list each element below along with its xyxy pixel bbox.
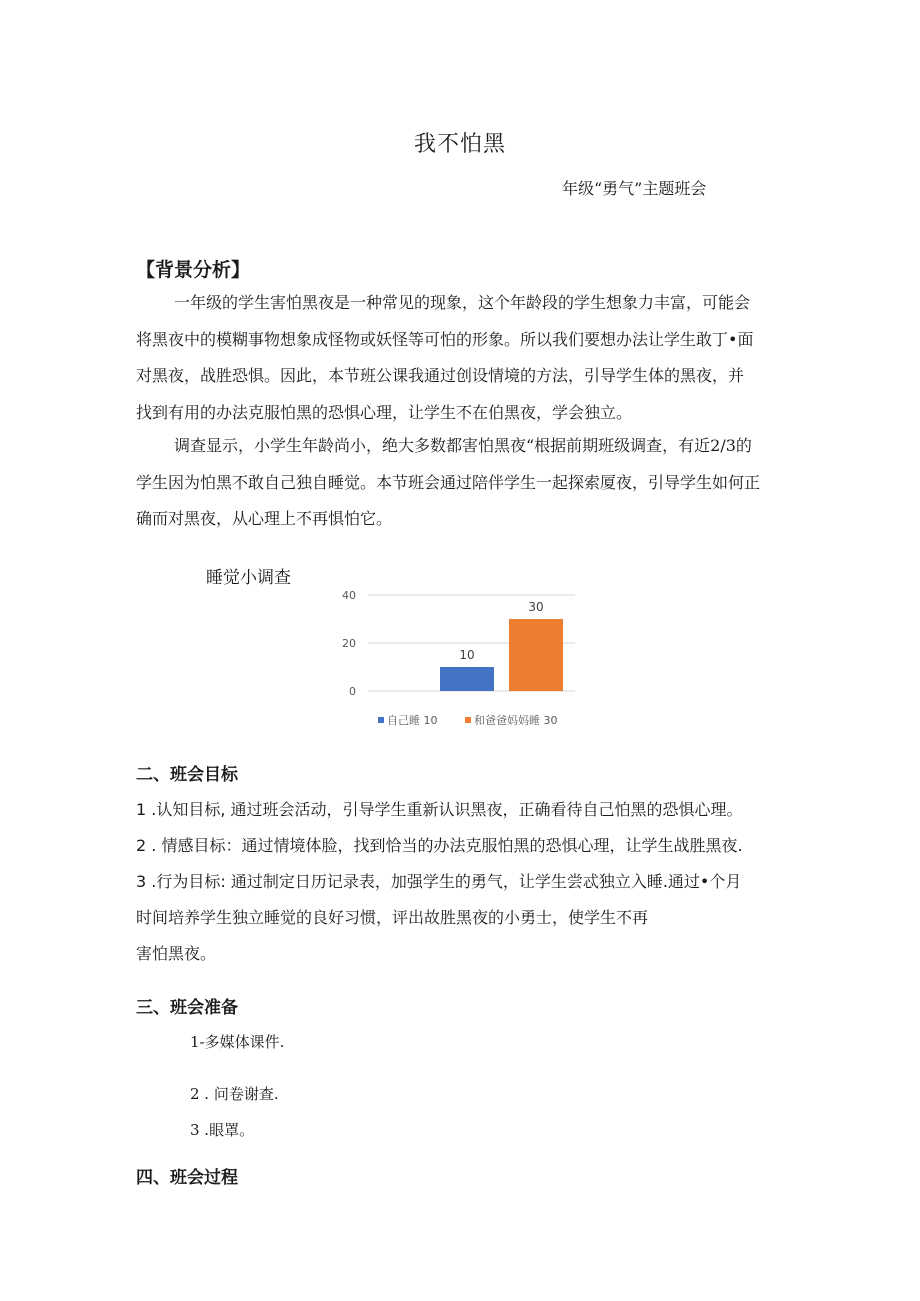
goal-text: 通过制定日历记录表，加强学生的勇气，让学生尝忒独立入睡.通过•个月 (230, 872, 742, 891)
prep-item: 1-多媒体课件. (190, 1033, 285, 1051)
bar-1 (440, 667, 494, 691)
data-label: 30 (528, 600, 544, 614)
background-paragraph-2 (136, 428, 796, 538)
para1-line: 对黑夜，战胜恐惧。因此，本节班公课我通过创设情境的方法，引导学生体的黑夜，并 (136, 366, 745, 385)
y-tick-label: 20 (342, 637, 356, 650)
goal-item-3-continued: 时间培养学生独立睡觉的良好习惯，评出故胜黑夜的小勇士，使学生不再 (136, 908, 649, 927)
legend-label: 和爸爸妈妈睡 30 (474, 714, 558, 727)
y-tick-label: 40 (342, 589, 356, 602)
legend-swatch (378, 717, 384, 723)
legend-label: 自己睡 10 (387, 714, 438, 727)
goal-item-2 (136, 833, 743, 856)
para2-line: 调查显示，小学生年龄尚小，绝大多数都害怕黑夜“根据前期班级调查，有近2/3的 (174, 436, 752, 455)
para1-line: 找到有用的办法克服怕黑的恐惧心理，让学生不在伯黑夜，学会独立。 (136, 402, 633, 422)
goal-label: 1 .认知目标, (136, 800, 226, 819)
chart-title: 睡觉小调查 (206, 568, 291, 588)
para1-line: 将黑夜中的模糊事物想象成怪物或妖怪等可怕的形象。所以我们要想办法让学生敢丁•面 (136, 329, 754, 349)
goal-text: 情感目标：通过情境体脸，找到恰当的办法克服怕黑的恐惧心理，让学生战胜黑夜. (161, 836, 743, 855)
goals-heading: 二、班会目标 (136, 765, 238, 785)
bar-2 (509, 619, 563, 691)
para2-line: 确而对黑夜，从心理上不再惧怕它。 (136, 509, 393, 528)
prep-item: 2 . 问卷谢查. (190, 1085, 279, 1103)
goal-item-3 (136, 869, 741, 892)
goal-item-1 (136, 797, 743, 820)
goal-label: 3 .行为目标: (136, 872, 226, 891)
background-paragraph-1 (136, 285, 796, 431)
goal-item-3-end: 害怕黑夜。 (136, 944, 217, 963)
prep-item: 3 .眼罩。 (190, 1121, 255, 1139)
legend-swatch (465, 717, 471, 723)
process-heading: 四、班会过程 (136, 1168, 238, 1188)
goal-text: 通过班会活动，引导学生重新认识黑夜，正确看待自己怕黑的恐惧心理。 (230, 800, 743, 819)
background-heading: 【背景分析】 (136, 259, 251, 281)
prep-heading: 三、班会准备 (136, 998, 238, 1018)
sleep-survey-chart (330, 585, 590, 735)
para2-line: 学生因为怕黑不敢自己独自睡觉。本节班会通过陪伴学生一起探索厦夜，引导学生如何正 (136, 472, 761, 492)
y-tick-label: 0 (349, 685, 356, 698)
goal-label: 2 . (136, 836, 157, 855)
document-subtitle: 年级“勇气”主题班会 (562, 179, 707, 198)
para1-line: 一年级的学生害怕黑夜是一种常见的现象，这个年龄段的学生想象力丰富，可能会 (174, 293, 751, 312)
document-title: 我不怕黑 (413, 132, 506, 157)
data-label: 10 (459, 648, 475, 662)
